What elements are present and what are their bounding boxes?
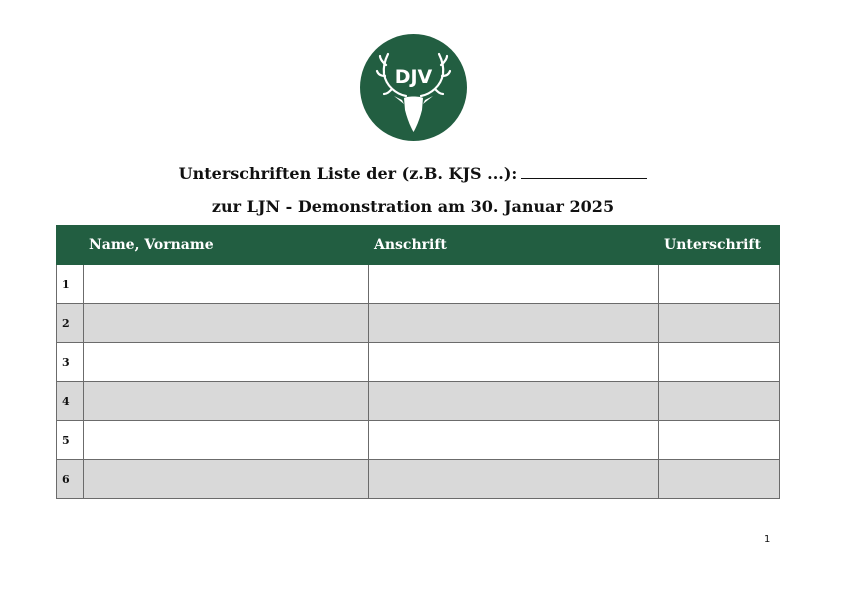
djv-logo: [360, 34, 467, 141]
row-number: 1: [57, 265, 84, 304]
heading-line-2: zur LJN - Demonstration am 30. Januar 2025: [211, 197, 615, 216]
address-cell[interactable]: [369, 265, 659, 304]
row-number: 4: [57, 382, 84, 421]
address-cell[interactable]: [369, 304, 659, 343]
row-number: 3: [57, 343, 84, 382]
name-cell[interactable]: [84, 304, 369, 343]
signature-cell[interactable]: [659, 343, 780, 382]
name-cell[interactable]: [84, 382, 369, 421]
signature-cell[interactable]: [659, 382, 780, 421]
row-number: 6: [57, 460, 84, 499]
logo-text: DJV: [394, 66, 433, 88]
table-row: [57, 421, 780, 460]
address-cell[interactable]: [369, 343, 659, 382]
column-header-address: Anschrift: [369, 226, 659, 265]
address-cell[interactable]: [369, 421, 659, 460]
name-cell[interactable]: [84, 343, 369, 382]
signature-cell[interactable]: [659, 460, 780, 499]
row-number: 5: [57, 421, 84, 460]
deer-head-antlers-icon: [360, 34, 467, 141]
table-row: [57, 304, 780, 343]
table-row: [57, 265, 780, 304]
table-row: [57, 382, 780, 421]
signature-cell[interactable]: [659, 421, 780, 460]
heading-title: Unterschriften Liste der (z.B. KJS ...):: [178, 164, 518, 183]
address-cell[interactable]: [369, 460, 659, 499]
row-number: 2: [57, 304, 84, 343]
page-number: 1: [764, 534, 771, 545]
name-cell[interactable]: [84, 460, 369, 499]
name-cell[interactable]: [84, 265, 369, 304]
signature-table: [56, 225, 780, 499]
signature-cell[interactable]: [659, 265, 780, 304]
heading-line-1: [0, 162, 826, 183]
column-header-signature: Unterschrift: [659, 226, 780, 265]
table-row: [57, 343, 780, 382]
table-row: [57, 460, 780, 499]
column-header-number: [57, 226, 84, 265]
fill-in-blank-line[interactable]: [521, 162, 647, 179]
table-header-row: [57, 226, 780, 265]
name-cell[interactable]: [84, 421, 369, 460]
signature-cell[interactable]: [659, 304, 780, 343]
address-cell[interactable]: [369, 382, 659, 421]
column-header-name: Name, Vorname: [84, 226, 369, 265]
